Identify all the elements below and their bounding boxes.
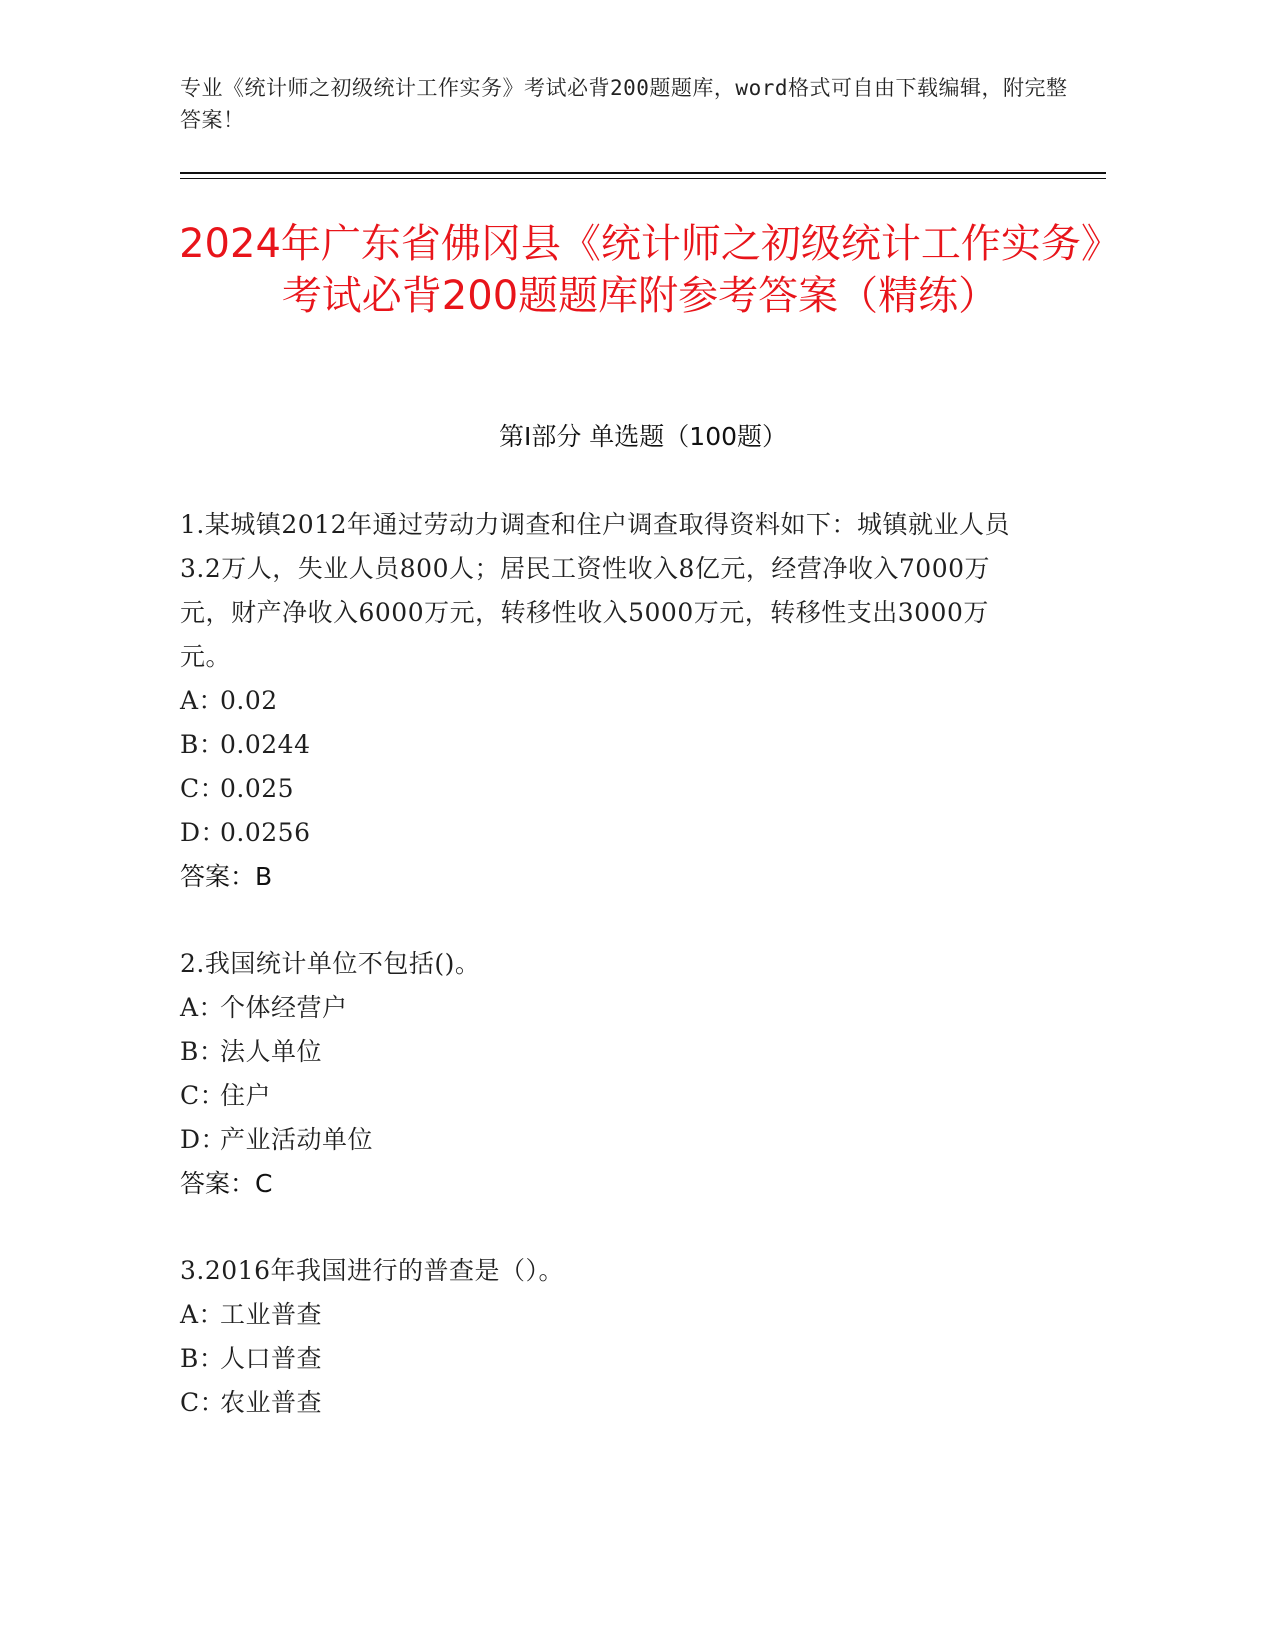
option-text: 0.025: [220, 774, 295, 803]
option-letter: B：: [180, 1037, 225, 1066]
option-a: [180, 986, 1030, 1030]
header-note: 专业《统计师之初级统计工作实务》考试必背200题题库，word格式可自由下载编辑，附完整答案！: [180, 76, 1068, 132]
option-b: [180, 723, 1030, 767]
question-3: [180, 1249, 1030, 1425]
option-text: 0.02: [220, 686, 278, 715]
option-letter: A：: [180, 686, 225, 715]
option-letter: D：: [180, 1125, 227, 1154]
option-letter: C：: [180, 774, 226, 803]
document-title: 2024年广东省佛冈县《统计师之初级统计工作实务》考试必背200题题库附参考答案（精练）: [179, 221, 1101, 319]
option-text: 农业普查: [220, 1388, 323, 1417]
option-d: [180, 1118, 1030, 1162]
option-letter: D：: [180, 818, 227, 847]
option-text: 人口普查: [220, 1344, 323, 1373]
header-rule-thin: [180, 178, 1106, 179]
option-letter: B：: [180, 1344, 225, 1373]
option-d: [180, 811, 1030, 855]
answer-line: 答案：B: [180, 862, 273, 891]
question-stem: 1.某城镇2012年通过劳动力调查和住户调查取得资料如下：城镇就业人员3.2万人，失业人员800人；居民工资性收入8亿元，经营净收入7000万元，财产净收入6000万元，转移性收入5000万元，转移性支出3000万元。: [180, 510, 1010, 671]
option-text: 工业普查: [220, 1300, 323, 1329]
option-text: 0.0256: [220, 818, 311, 847]
header-rule-thick: [180, 172, 1106, 174]
option-a: [180, 1293, 1030, 1337]
option-letter: A：: [180, 1300, 225, 1329]
question-2: [180, 942, 1030, 1206]
option-text: 个体经营户: [220, 993, 348, 1022]
option-b: [180, 1030, 1030, 1074]
option-c: [180, 767, 1030, 811]
option-text: 产业活动单位: [220, 1125, 374, 1154]
question-stem: 2.我国统计单位不包括()。: [180, 949, 481, 978]
option-letter: C：: [180, 1388, 226, 1417]
option-b: [180, 1337, 1030, 1381]
answer-line: 答案：C: [180, 1169, 273, 1198]
question-1: [180, 503, 1030, 899]
option-c: [180, 1074, 1030, 1118]
option-letter: C：: [180, 1081, 226, 1110]
option-text: 住户: [220, 1081, 272, 1110]
section-title: 第I部分 单选题（100题）: [498, 422, 788, 451]
option-text: 0.0244: [220, 730, 311, 759]
option-text: 法人单位: [220, 1037, 323, 1066]
option-a: [180, 679, 1030, 723]
option-letter: B：: [180, 730, 225, 759]
option-c: [180, 1381, 1030, 1425]
question-list: [180, 503, 1030, 1468]
question-stem: 3.2016年我国进行的普查是（）。: [180, 1256, 564, 1285]
option-letter: A：: [180, 993, 225, 1022]
